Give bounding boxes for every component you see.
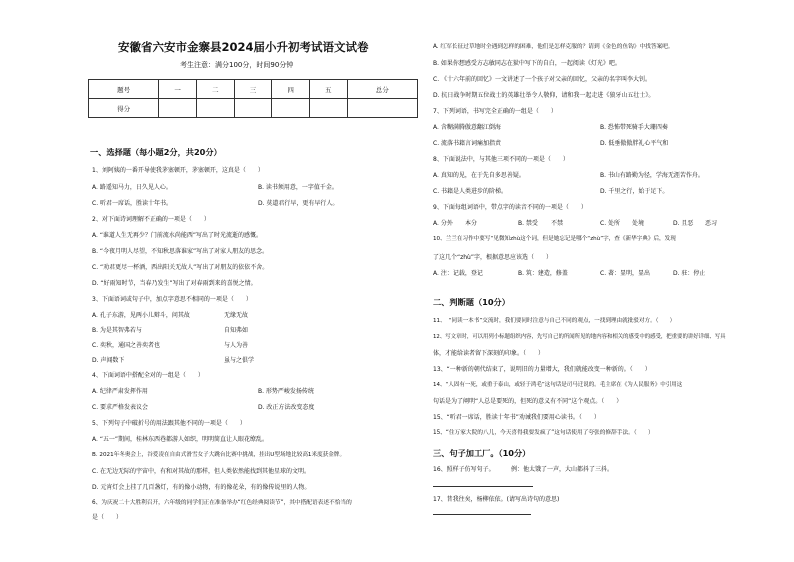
option-b-pair: 不禁 bbox=[551, 220, 564, 227]
score-table bbox=[88, 79, 418, 118]
option-a: A. 纪律严肃发挥作用 bbox=[92, 388, 148, 395]
answer-line[interactable] bbox=[433, 486, 533, 487]
option-c: C. 处所 bbox=[600, 220, 621, 227]
option-d-pair: 恶习 bbox=[705, 220, 718, 227]
table-cell: 总分 bbox=[347, 80, 417, 99]
question-8: 8、下面说法中，与其他三项不同的一项是（ ） bbox=[433, 156, 569, 163]
option-d: D. 且恶 bbox=[673, 220, 694, 227]
question-6-cont: 是（ ） bbox=[92, 514, 123, 521]
option-d: D. 驻：停止 bbox=[673, 270, 706, 277]
score-entry-cell[interactable] bbox=[309, 99, 347, 118]
option-b: B. 恐怖带死骑手大珊四奏 bbox=[600, 124, 668, 131]
option-a: A. “谁道人生无再少？门前流水尚能西”写出了时光流逝的感慨。 bbox=[92, 232, 263, 239]
table-cell: 二 bbox=[196, 80, 234, 99]
judge-16: 15、“住万家大院的八儿，今天喜得我要发疯了”这句话使用了夸张的修辞手法。（ ） bbox=[433, 430, 654, 436]
table-cell: 三 bbox=[234, 80, 272, 99]
option-a: A. 含糊满腾傲意翻江倒海 bbox=[433, 124, 501, 131]
table-cell: 五 bbox=[309, 80, 347, 99]
option-d: D. 莫道君行早，更有早行人。 bbox=[258, 200, 339, 207]
question-10-cont: 了这几个“zhù”字，根据意思应该选（ ） bbox=[433, 254, 552, 261]
option-a-pair: 本分 bbox=[465, 220, 478, 227]
option-a: A. 孔子东游，见两小儿辩斗，问其故 bbox=[92, 312, 190, 319]
question-1: 1、刘阿姨的一番开导使我茅塞顿开，茅塞顿开，这真是（ ） bbox=[92, 167, 264, 174]
option-d: D. 低垂傲傲胖礼心平气和 bbox=[600, 140, 669, 147]
option-b: B. 禁受 bbox=[518, 220, 538, 227]
table-row bbox=[89, 99, 418, 118]
option-b: B. “今夜月明人尽望，不知秋思落谁家”写出了对家人朋友的思念。 bbox=[92, 248, 269, 255]
option-b: B. 为是其智弗若与 bbox=[92, 327, 142, 334]
score-entry-cell[interactable] bbox=[234, 99, 272, 118]
option-c-pair: 与人为善 bbox=[224, 342, 249, 349]
option-b: B. 如果你想感受方志敏同志在狱中写下的自白，一起阅读《灯光》吧。 bbox=[433, 60, 621, 67]
option-d: D. 抗日战争时期五位战士的英雄壮举令人敬仰，请和我一起走进《狼牙山五壮士》。 bbox=[433, 92, 655, 99]
exam-notice: 考生注意：满分100分，时间90分钟 bbox=[180, 61, 294, 69]
judge-11: 11、 “同读一本书”交流时，我们要同时注意与自己不同的观点，一找到理由就批驳对方。（ ） bbox=[433, 318, 676, 324]
option-c: C. 要求严格发表议会 bbox=[92, 404, 149, 411]
answer-line[interactable] bbox=[433, 514, 531, 515]
option-d-pair: 虽与之俱学 bbox=[224, 357, 255, 364]
judge-14: 14、“人固有一死，或重于泰山，或轻于鸿毛”这句话是司马迁说的。毛主席在《为人民服务》中引用这 bbox=[433, 382, 683, 388]
score-entry-cell[interactable] bbox=[196, 99, 234, 118]
option-d: D. “好雨知时节，当春乃发生”写出了对春雨到来的喜悦之情。 bbox=[92, 280, 257, 287]
option-c-pair: 处境 bbox=[632, 220, 645, 227]
option-b: B. 筑：建造，修盖 bbox=[518, 270, 568, 277]
sentence-16: 16、照样子仿写句子。 bbox=[433, 466, 495, 473]
option-c: C. 流落书籍言词痛加指责 bbox=[433, 140, 502, 147]
page-title: 安徽省六安市金寨县2024届小升初考试语文试卷 bbox=[118, 40, 369, 54]
option-a: A. 注：记载，登记 bbox=[433, 270, 483, 277]
option-b: B. 2021年冬奥会上，谷爱凌在自由式滑雪女子大跳台比赛中挑战，挂出U型场地比较高1米度获金牌。 bbox=[92, 452, 346, 458]
section-heading-choice: 一、选择题（每小题2分，共20分） bbox=[90, 147, 222, 157]
question-9: 9、下面每组词语中，带点字的读音不同的一项是（ ） bbox=[433, 204, 587, 211]
option-c: C. 听君一席话，胜读十年书。 bbox=[92, 200, 173, 207]
option-a-pair: 无缘无故 bbox=[224, 312, 249, 319]
score-entry-cell[interactable] bbox=[272, 99, 310, 118]
question-7: 7、下列词语，书写完全正确的一组是（ ） bbox=[433, 108, 557, 115]
judge-12-cont: 体，才能给读者留下深刻的印象。（ ） bbox=[433, 350, 545, 357]
score-entry-cell[interactable] bbox=[347, 99, 417, 118]
judge-13: 13、“一种新的朝代结束了，说明旧的力量增大，我们就能改变一种新的。（ ） bbox=[433, 366, 651, 373]
option-a: A. 红军长征过草地时全遇到怎样的困难，他们是怎样克服的？请到《金色的鱼钩》中找答案吧。 bbox=[433, 44, 674, 50]
table-cell: 一 bbox=[159, 80, 197, 99]
option-c: C. 在无边无际的宇宙中，有和对其故的那样，但人类依然能找到其他星球的文明。 bbox=[92, 468, 311, 475]
option-d: D. 千里之行，始于足下。 bbox=[600, 188, 669, 195]
table-cell: 四 bbox=[272, 80, 310, 99]
option-a: A. 分外 bbox=[433, 220, 453, 227]
option-d: D. 声闻数下 bbox=[92, 357, 125, 364]
option-d: D. 改正方法改变态度 bbox=[258, 404, 315, 411]
sentence-17: 17、昔我往矣，杨柳依依。(请写出诗句的意思) bbox=[433, 496, 560, 503]
option-c: C. “劝君更尽一杯酒，西出阳关无故人”写出了对朋友的依依不舍。 bbox=[92, 264, 269, 271]
option-b-pair: 自知弗如 bbox=[224, 327, 249, 334]
judge-12: 12、写文章时，可以用列小标题组织内容，先写自己的所闻所见的地内容和相关的感受中的感受，把重要的讲好详细、写具 bbox=[433, 334, 726, 340]
question-6: 6、为庆祝二十大胜利召开，六年级的同学们正在准备举办“红色经典阅读节”，其中搭配语表述不恰当的 bbox=[92, 500, 352, 506]
option-b: B. 形势严峻发扬传统 bbox=[258, 388, 314, 395]
option-c: C. 书籍是人类进步的阶梯。 bbox=[433, 188, 508, 195]
score-entry-cell[interactable] bbox=[159, 99, 197, 118]
option-b: B. 书山有路勤为径，学海无涯苦作舟。 bbox=[600, 172, 704, 179]
table-cell: 题号 bbox=[89, 80, 159, 99]
table-cell: 得分 bbox=[89, 99, 159, 118]
question-2: 2、对下面诗词理解不正确的一项是（ ） bbox=[92, 216, 210, 223]
question-10: 10、兰兰在习作中要写“见微知zhù这个词，但是她忘记是哪个“zhù”字，查《新华字典》后，发现 bbox=[433, 236, 676, 242]
section-heading-sentence: 三、句子加工厂。（10分） bbox=[433, 448, 531, 458]
question-4: 4、下面词语中搭配全对的一组是（ ） bbox=[92, 372, 204, 379]
question-5: 5、下列句子中破折号的用法跟其他不同的一项是（ ） bbox=[92, 420, 246, 427]
option-c: C. 奕秋，通国之善奕者也 bbox=[92, 342, 161, 349]
sentence-16-example: 例：他太饿了一声，大山都抖了三抖。 bbox=[511, 466, 614, 473]
option-d: D. 元宵灯会上挂了几百盏灯，有的像小动物，有的像花朵，有的像传说里的人物。 bbox=[92, 484, 311, 491]
option-a: A. 路遥知马力，日久见人心。 bbox=[92, 184, 172, 191]
table-row bbox=[89, 80, 418, 99]
judge-14-cont: 句话是为了阐明“人总是要死的，但死的意义有不同”这个观点。（ ） bbox=[433, 398, 623, 405]
option-c: C. 《十六年前的回忆》一文讲述了一个孩子对父亲的回忆，父亲的名字叫李大钊。 bbox=[433, 76, 652, 83]
option-a: A. 真知的见，在于先自多思善疑。 bbox=[433, 172, 525, 179]
option-b: B. 读书须用意，一字值千金。 bbox=[258, 184, 338, 191]
option-a: A. “五一”期间，桂林东西巷都游人如织，明明简直让人眼花缭乱。 bbox=[92, 436, 269, 443]
question-3: 3、下面语词或句子中，加点字意思不相同的一项是（ ） bbox=[92, 296, 252, 303]
judge-15: 15、“听君一席话，胜读十年书”劝诫我们要用心读书。（ ） bbox=[433, 414, 600, 421]
option-c: C. 著：显明，显出 bbox=[600, 270, 651, 277]
section-heading-judge: 二、判断题（10分） bbox=[433, 297, 510, 307]
